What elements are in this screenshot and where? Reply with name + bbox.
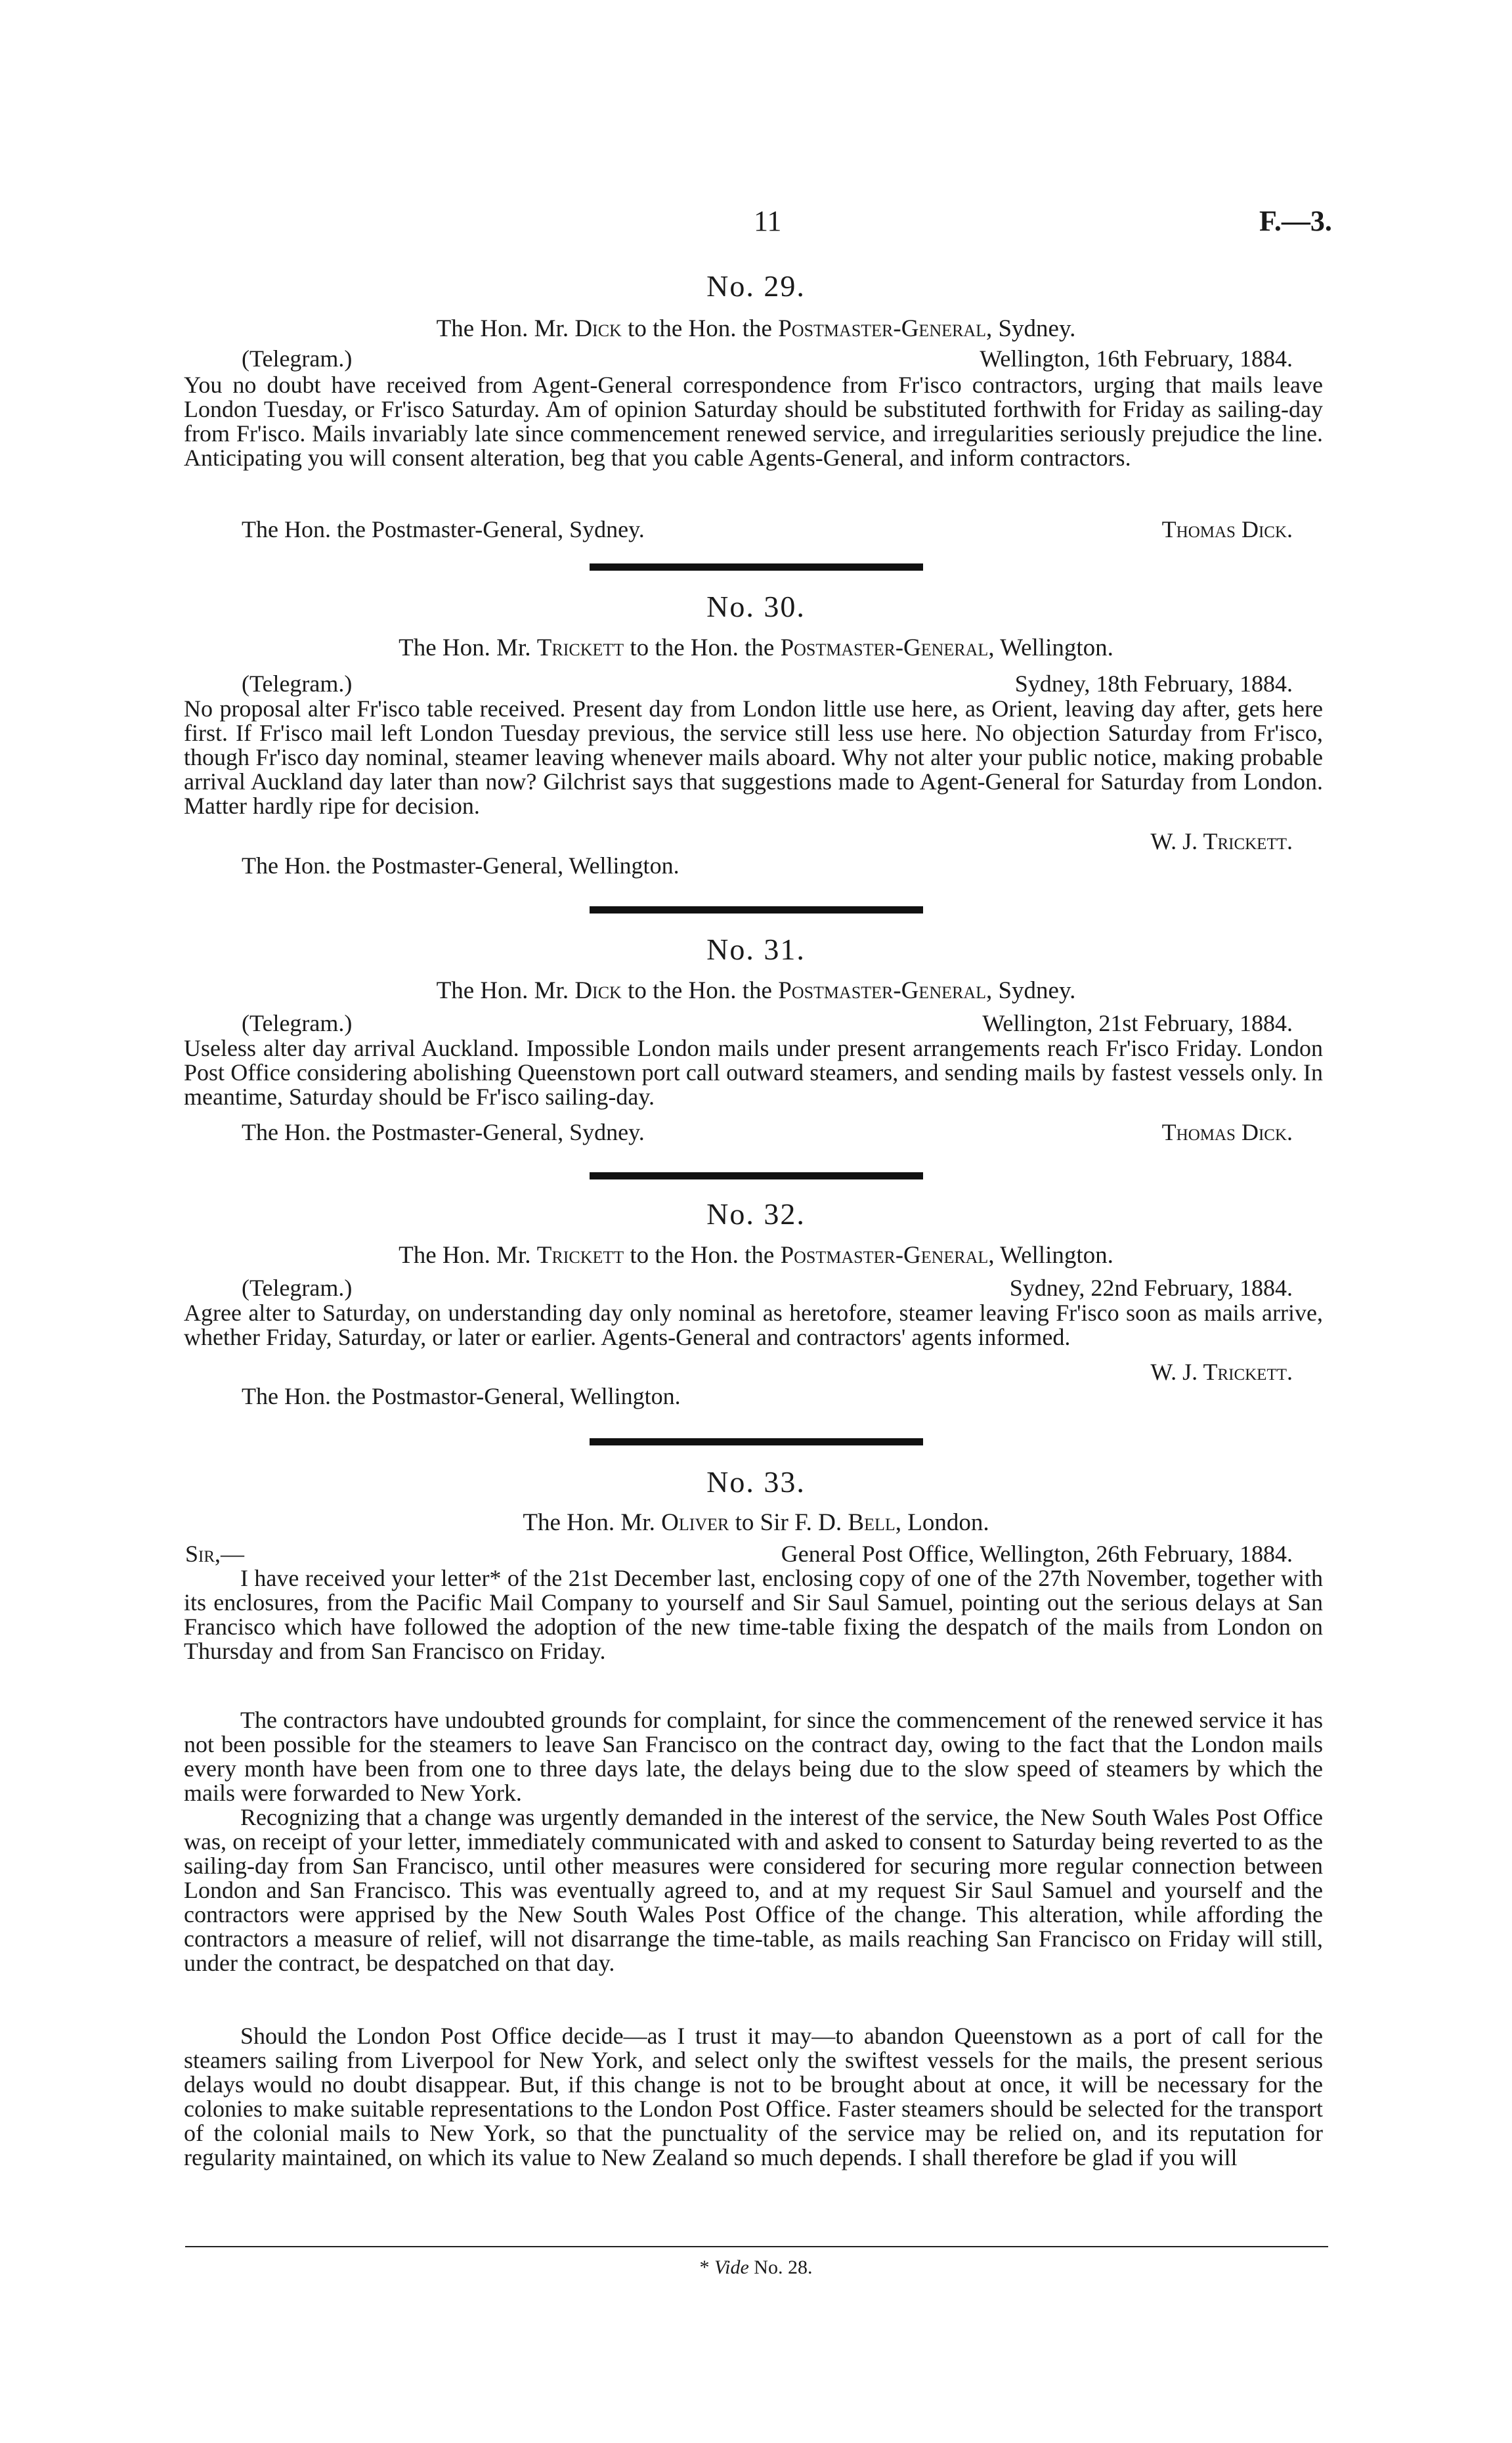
letter-number: No. 32. <box>706 1197 806 1231</box>
letter-type: (Telegram.) <box>242 671 353 697</box>
footnote: * Vide No. 28. <box>699 2256 813 2278</box>
section-divider <box>590 906 923 913</box>
letter-type: (Telegram.) <box>242 1275 353 1301</box>
letter-body: Useless alter day arrival Auckland. Impossible London mails under present arrangements reach Fr'isco Friday. London Post Office considering abolishing Queenstown port call outward steamers, and sending mails by fastest vessels only. In meantime, Saturday should be Fr'isco sailing-day. <box>184 1035 1323 1110</box>
letter-title: The Hon. Mr. Trickett to the Hon. the Postmaster-General, Wellington. <box>399 634 1113 661</box>
letter-title: The Hon. Mr. Trickett to the Hon. the Postmaster-General, Wellington. <box>399 1242 1113 1269</box>
letter-number: No. 29. <box>706 269 806 303</box>
letter-body: No proposal alter Fr'isco table received. Present day from London little use here, as Orient, leaving day after, gets here first. If Fr'isco mail left London Tuesday previous, the service still less use here. No objection Saturday from Fr'isco, though Fr'isco day nominal, steamer leaving whenever mails aboard. Why not alter your public notice, making probable arrival Auckland day later than now? Gilchrist says that suggestions made to Agent-General for Saturday from London. Matter hardly ripe for decision. <box>184 695 1323 819</box>
letter-body-paragraph: I have received your letter* of the 21st December last, enclosing copy of one of the 27th November, together with its enclosures, from the Pacific Mail Company to yourself and Sir Saul Samuel, pointing out the serious delays at San Francisco which have followed the adoption of the new time-table fixing the despatch of the mails from London on Thursday and from San Francisco on Friday. <box>184 1565 1323 1664</box>
letter-addressee: The Hon. the Postmaster-General, Sydney. <box>242 516 645 542</box>
letter-signature: Thomas Dick. <box>1161 1119 1293 1145</box>
section-divider <box>590 563 923 571</box>
letter-title: The Hon. Mr. Dick to the Hon. the Postmaster-General, Sydney. <box>436 977 1076 1004</box>
letter-number: No. 33. <box>706 1465 806 1499</box>
letter-type: (Telegram.) <box>242 1010 353 1036</box>
letter-salutation: Sir,— <box>185 1541 245 1567</box>
letter-date: Sydney, 18th February, 1884. <box>1014 671 1293 697</box>
letter-addressee: The Hon. the Postmaster-General, Sydney. <box>242 1119 645 1145</box>
letter-title: The Hon. Mr. Dick to the Hon. the Postmaster-General, Sydney. <box>436 315 1076 342</box>
letter-body: You no doubt have received from Agent-General correspondence from Fr'isco contractors, urging that mails leave London Tuesday, or Fr'isco Saturday. Am of opinion Saturday should be substituted forthwith for Friday as sailing-day from Fr'isco. Mails invariably late since commencement renewed service, and irregularities seriously prejudice the line. Anticipating you will consent alteration, beg that you cable Agents-General, and inform contractors. <box>184 372 1323 471</box>
letter-addressee: The Hon. the Postmastor-General, Wellington. <box>242 1383 681 1409</box>
letter-body-paragraph: The contractors have undoubted grounds for complaint, for since the commencement of the renewed service it has not been possible for the steamers to leave San Francisco on the contract day, owing to the fact that the London mails every month have been from one to three days late, the delays being due to the slow speed of steamers by which the mails were forwarded to New York. <box>184 1707 1323 1806</box>
letter-number: No. 30. <box>706 590 806 623</box>
footnote-divider <box>185 2246 1328 2247</box>
letter-body: Agree alter to Saturday, on understanding day only nominal as heretofore, steamer leaving Fr'isco soon as mails arrive, whether Friday, Saturday, or later or earlier. Agents-General and contractors' agents informed. <box>184 1300 1323 1350</box>
section-divider <box>590 1172 923 1179</box>
letter-addressee: The Hon. the Postmaster-General, Wellington. <box>242 852 680 879</box>
document-reference: F.—3. <box>1259 205 1332 237</box>
letter-date: General Post Office, Wellington, 26th February, 1884. <box>781 1541 1293 1567</box>
section-divider <box>590 1438 923 1445</box>
letter-signature: W. J. Trickett. <box>1150 828 1293 854</box>
page-number: 11 <box>754 205 782 237</box>
letter-signature: Thomas Dick. <box>1161 516 1293 542</box>
letter-body-paragraph: Should the London Post Office decide—as I trust it may—to abandon Queenstown as a port of call for the steamers sailing from Liverpool for New York, and select only the swiftest vessels for the mails, the present serious delays would no doubt disappear. But, if this change is not to be brought about at once, it will be necessary for the colonies to make suitable representations to the London Post Office. Faster steamers should be selected for the transport of the colonial mails to New York, so that the punctuality of the service may be relied on, and its reputation for regularity maintained, on which its value to New Zealand so much depends. I shall therefore be glad if you will <box>184 2023 1323 2170</box>
letter-type: (Telegram.) <box>242 345 353 372</box>
letter-date: Wellington, 16th February, 1884. <box>980 345 1293 372</box>
letter-title: The Hon. Mr. Oliver to Sir F. D. Bell, London. <box>523 1509 989 1536</box>
letter-signature: W. J. Trickett. <box>1150 1359 1293 1385</box>
letter-body-paragraph: Recognizing that a change was urgently demanded in the interest of the service, the New South Wales Post Office was, on receipt of your letter, immediately communicated with and asked to consent to Saturday being reverted to as the sailing-day from San Francisco, until other measures were considered for securing more regular connection between London and San Francisco. This was eventually agreed to, and at my request Sir Saul Samuel and yourself and the contractors were apprised by the New South Wales Post Office of the change. This alteration, while affording the contractors a measure of relief, will not disarrange the time-table, as mails reaching San Francisco on Friday will still, under the contract, be despatched on that day. <box>184 1804 1323 1976</box>
letter-date: Wellington, 21st February, 1884. <box>982 1010 1293 1036</box>
letter-number: No. 31. <box>706 933 806 966</box>
letter-date: Sydney, 22nd February, 1884. <box>1009 1275 1293 1301</box>
